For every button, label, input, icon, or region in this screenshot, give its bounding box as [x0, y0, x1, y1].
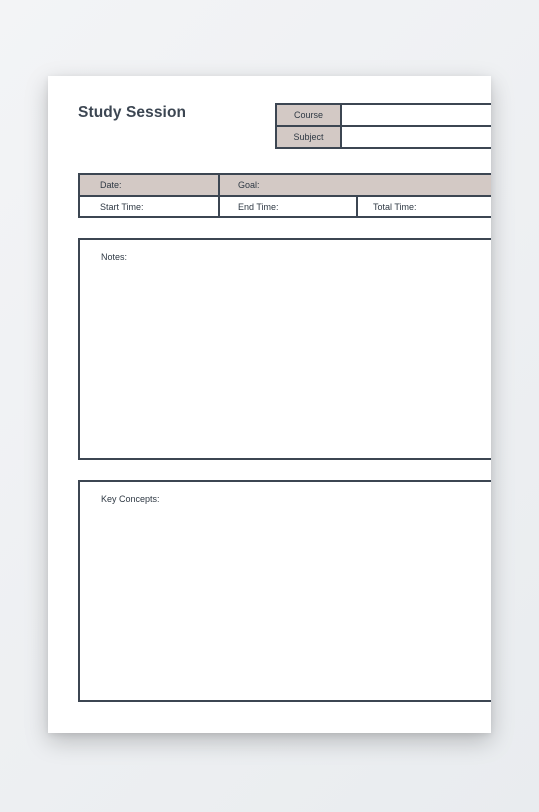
subject-label-cell [275, 125, 342, 149]
end-time-field[interactable] [218, 195, 358, 218]
total-time-field[interactable] [356, 195, 491, 218]
subject-label: Subject [293, 132, 324, 142]
course-label: Course [293, 110, 323, 120]
start-time-label: Start Time: [100, 201, 144, 212]
subject-field[interactable] [340, 125, 491, 149]
page-title: Study Session [78, 104, 187, 121]
goal-label: Goal: [238, 180, 260, 190]
key-concepts-box[interactable] [78, 480, 491, 702]
start-time-field[interactable] [78, 195, 220, 218]
goal-field[interactable] [218, 173, 491, 197]
end-time-label: End Time: [238, 201, 279, 212]
date-field[interactable] [78, 173, 220, 197]
total-time-label: Total Time: [373, 201, 417, 212]
date-label: Date: [100, 180, 122, 190]
notes-label: Notes: [101, 252, 128, 262]
course-label-cell [275, 103, 342, 127]
worksheet-page [48, 76, 491, 733]
key-concepts-label: Key Concepts: [101, 494, 160, 504]
course-field[interactable] [340, 103, 491, 127]
notes-box[interactable] [78, 238, 491, 460]
